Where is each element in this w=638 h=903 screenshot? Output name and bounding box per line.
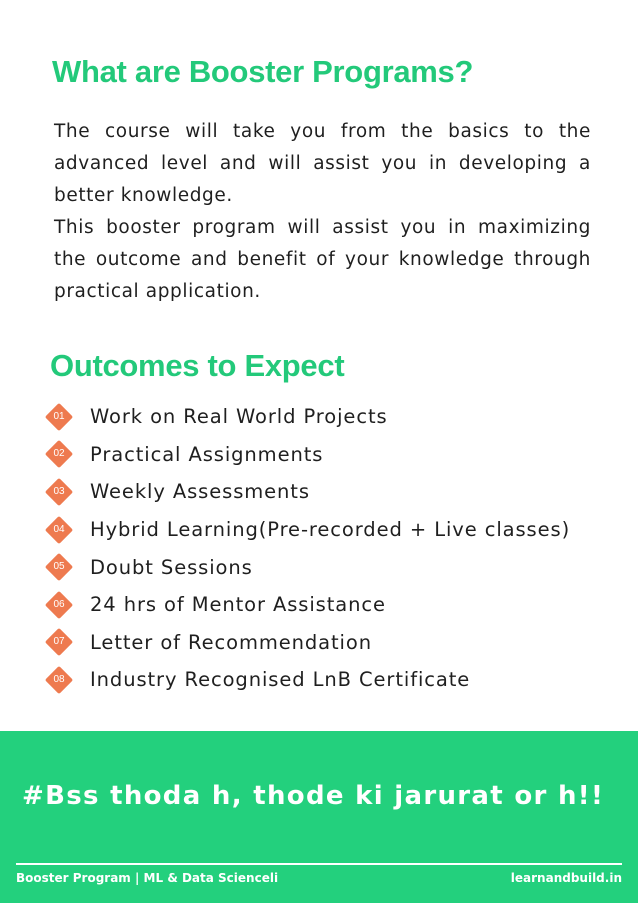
list-item <box>44 436 624 474</box>
badge-number: 01 <box>53 410 65 422</box>
list-item-text: 24 hrs of Mentor Assistance <box>90 593 386 617</box>
intro-paragraph-2: This booster program will assist you in maximizing the outcome and benefit of your knowledge through practical application. <box>54 217 591 302</box>
badge-number: 06 <box>53 598 65 610</box>
list-item-text: Doubt Sessions <box>90 555 253 579</box>
list-item-text: Industry Recognised LnB Certificate <box>90 668 471 692</box>
list-item <box>44 586 624 624</box>
number-badge-icon <box>44 439 74 469</box>
list-item-text: Weekly Assessments <box>90 480 310 504</box>
list-item <box>44 473 624 511</box>
list-item-text: Hybrid Learning(Pre-recorded + Live classes) <box>90 518 571 542</box>
number-badge-icon <box>44 402 74 432</box>
list-item <box>44 398 624 436</box>
footer-program-label: Booster Program | ML & Data Scienceli <box>16 871 279 885</box>
footer-divider <box>16 863 622 865</box>
footer-website: learnandbuild.in <box>510 871 622 885</box>
page-title: What are Booster Programs? <box>52 54 474 89</box>
badge-number: 04 <box>53 523 65 535</box>
number-badge-icon <box>44 590 74 620</box>
tagline: #Bss thoda h, thode ki jarurat or h!! <box>22 781 605 811</box>
intro-text <box>54 116 591 308</box>
list-item <box>44 548 624 586</box>
number-badge-icon <box>44 552 74 582</box>
number-badge-icon <box>44 665 74 695</box>
badge-number: 02 <box>53 448 65 460</box>
number-badge-icon <box>44 515 74 545</box>
outcomes-heading: Outcomes to Expect <box>50 348 345 383</box>
number-badge-icon <box>44 627 74 657</box>
list-item <box>44 661 624 699</box>
badge-number: 03 <box>53 485 65 497</box>
list-item-text: Practical Assignments <box>90 442 324 466</box>
list-item <box>44 624 624 662</box>
list-item <box>44 511 624 549</box>
list-item-text: Work on Real World Projects <box>90 405 388 429</box>
badge-number: 07 <box>53 636 65 648</box>
badge-number: 08 <box>53 673 65 685</box>
number-badge-icon <box>44 477 74 507</box>
list-item-text: Letter of Recommendation <box>90 630 372 654</box>
intro-paragraph-1: The course will take you from the basics to the advanced level and will assist you in developing a better knowledge. <box>54 121 591 206</box>
footer-banner <box>0 731 638 903</box>
outcomes-list <box>44 398 624 699</box>
badge-number: 05 <box>53 561 65 573</box>
